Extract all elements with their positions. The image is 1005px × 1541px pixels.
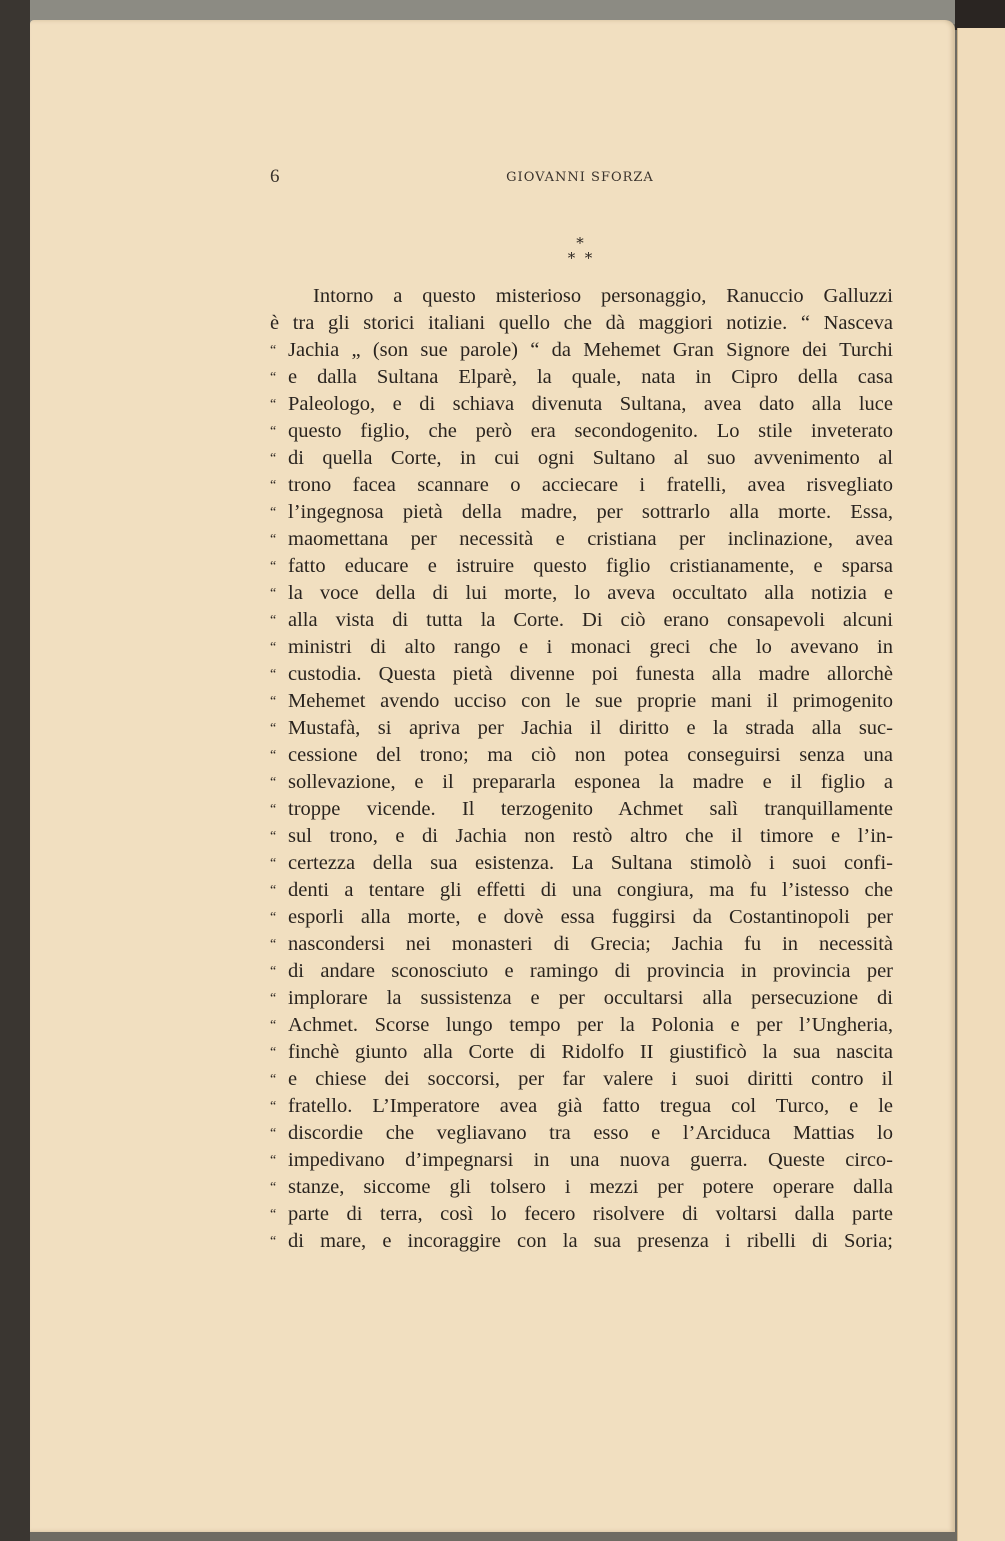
quote-mark: “	[270, 370, 277, 385]
line-text: Achmet. Scorse lungo tempo per la Polonia e per l’Ungheria,	[288, 1014, 893, 1036]
quote-mark: “	[270, 505, 277, 520]
quote-mark: “	[270, 397, 277, 412]
text-line	[270, 1147, 893, 1174]
line-text: nascondersi nei monasteri di Grecia; Jachia fu in necessità	[288, 933, 893, 955]
running-head: GIOVANNI SFORZA	[506, 170, 654, 185]
quote-mark: “	[270, 991, 277, 1006]
quote-mark: “	[270, 1126, 277, 1141]
text-line	[270, 607, 893, 634]
quote-mark: “	[270, 613, 277, 628]
quote-mark: “	[270, 1207, 277, 1222]
asterism-bottom: * *	[567, 249, 593, 267]
quote-mark: “	[270, 1018, 277, 1033]
text-line	[270, 283, 893, 310]
line-text: e dalla Sultana Elparè, la quale, nata in Cipro della casa	[288, 366, 893, 388]
line-text: discordie che vegliavano tra esso e l’Arciduca Mattias lo	[288, 1122, 893, 1144]
quote-mark: “	[270, 343, 277, 358]
body-text	[270, 283, 893, 1255]
text-line	[270, 364, 893, 391]
text-line	[270, 553, 893, 580]
line-text: cessione del trono; ma ciò non potea conseguirsi senza una	[288, 744, 893, 766]
line-text: è tra gli storici italiani quello che dà maggiori notizie. “ Nasceva	[270, 312, 893, 334]
line-text: Jachia „ (son sue parole) “ da Mehemet Gran Signore dei Turchi	[288, 339, 893, 361]
text-line	[270, 931, 893, 958]
line-text: Mehemet avendo ucciso con le sue proprie mani il primogenito	[288, 690, 893, 712]
quote-mark: “	[270, 937, 277, 952]
text-line	[270, 1012, 893, 1039]
text-line	[270, 310, 893, 337]
text-line	[270, 904, 893, 931]
line-text: l’ingegnosa pietà della madre, per sottrarlo alla morte. Essa,	[288, 501, 893, 523]
line-text: sollevazione, e il prepararla esponea la madre e il figlio a	[288, 771, 893, 793]
text-line	[270, 661, 893, 688]
quote-mark: “	[270, 721, 277, 736]
text-line	[270, 715, 893, 742]
text-line	[270, 958, 893, 985]
line-text: fatto educare e istruire questo figlio cristianamente, e sparsa	[288, 555, 893, 577]
text-line	[270, 634, 893, 661]
text-line	[270, 1066, 893, 1093]
quote-mark: “	[270, 424, 277, 439]
quote-mark: “	[270, 667, 277, 682]
quote-mark: “	[270, 640, 277, 655]
line-text: finchè giunto alla Corte di Ridolfo II giustificò la sua nascita	[288, 1041, 893, 1063]
text-line	[270, 580, 893, 607]
quote-mark: “	[270, 964, 277, 979]
line-text: sul trono, e di Jachia non restò altro che il timore e l’in-	[288, 825, 893, 847]
line-text: denti a tentare gli effetti di una congiura, ma fu l’istesso che	[288, 879, 893, 901]
text-line	[270, 1120, 893, 1147]
quote-mark: “	[270, 694, 277, 709]
line-text: stanze, siccome gli tolsero i mezzi per potere operare dalla	[288, 1176, 893, 1198]
scanner-background-left	[0, 0, 30, 1541]
text-line	[270, 850, 893, 877]
quote-mark: “	[270, 1045, 277, 1060]
quote-mark: “	[270, 532, 277, 547]
quote-mark: “	[270, 1234, 277, 1249]
asterism-top: *	[576, 234, 584, 252]
text-line	[270, 877, 893, 904]
quote-mark: “	[270, 829, 277, 844]
text-line	[270, 796, 893, 823]
text-line	[270, 1228, 893, 1255]
line-text: implorare la sussistenza e per occultarsi alla persecuzione di	[288, 987, 893, 1009]
text-line	[270, 445, 893, 472]
line-text: troppe vicende. Il terzogenito Achmet salì tranquillamente	[288, 798, 893, 820]
line-text: Mustafà, si apriva per Jachia il diritto e la strada alla suc-	[288, 717, 893, 739]
quote-mark: “	[270, 478, 277, 493]
text-line	[270, 472, 893, 499]
text-line	[270, 391, 893, 418]
quote-mark: “	[270, 856, 277, 871]
quote-mark: “	[270, 559, 277, 574]
line-text: trono facea scannare o acciecare i fratelli, avea risvegliato	[288, 474, 893, 496]
line-text: ministri di alto rango e i monaci greci che lo avevano in	[288, 636, 893, 658]
line-text: parte di terra, così lo fecero risolvere di voltarsi dalla parte	[288, 1203, 893, 1225]
line-text: impedivano d’impegnarsi in una nuova guerra. Queste circo-	[288, 1149, 893, 1171]
line-text: la voce della di lui morte, lo aveva occultato alla notizia e	[288, 582, 893, 604]
quote-mark: “	[270, 586, 277, 601]
quote-mark: “	[270, 883, 277, 898]
text-line	[270, 742, 893, 769]
scanner-background-right	[955, 0, 1005, 30]
text-line	[270, 985, 893, 1012]
quote-mark: “	[270, 1180, 277, 1195]
text-line	[270, 823, 893, 850]
line-text: fratello. L’Imperatore avea già fatto tregua col Turco, e le	[288, 1095, 893, 1117]
line-text: maomettana per necessità e cristiana per inclinazione, avea	[288, 528, 893, 550]
quote-mark: “	[270, 748, 277, 763]
page-number: 6	[270, 166, 280, 187]
line-text: esporli alla morte, e dovè essa fuggirsi da Costantinopoli per	[288, 906, 893, 928]
quote-mark: “	[270, 1072, 277, 1087]
line-text: questo figlio, che però era secondogenito. Lo stile inveterato	[288, 420, 893, 442]
line-text: Intorno a questo misterioso personaggio, Ranuccio Galluzzi	[313, 285, 893, 307]
text-line	[270, 1039, 893, 1066]
quote-mark: “	[270, 1099, 277, 1114]
quote-mark: “	[270, 775, 277, 790]
line-text: di andare sconosciuto e ramingo di provincia in provincia per	[288, 960, 893, 982]
text-line	[270, 418, 893, 445]
text-line	[270, 1174, 893, 1201]
text-line	[270, 1201, 893, 1228]
text-line	[270, 499, 893, 526]
line-text: di mare, e incoraggire con la sua presenza i ribelli di Soria;	[288, 1230, 893, 1252]
quote-mark: “	[270, 1153, 277, 1168]
quote-mark: “	[270, 802, 277, 817]
line-text: Paleologo, e di schiava divenuta Sultana, avea dato alla luce	[288, 393, 893, 415]
line-text: custodia. Questa pietà divenne poi funesta alla madre allorchè	[288, 663, 893, 685]
line-text: di quella Corte, in cui ogni Sultano al suo avvenimento al	[288, 447, 893, 469]
quote-mark: “	[270, 910, 277, 925]
line-text: certezza della sua esistenza. La Sultana stimolò i suoi confi-	[288, 852, 893, 874]
line-text: e chiese dei soccorsi, per far valere i suoi diritti contro il	[288, 1068, 893, 1090]
line-text: alla vista di tutta la Corte. Di ciò erano consapevoli alcuni	[288, 609, 893, 631]
text-line	[270, 688, 893, 715]
text-line	[270, 769, 893, 796]
adjacent-page-edge	[957, 28, 1005, 1541]
quote-mark: “	[270, 451, 277, 466]
text-line	[270, 526, 893, 553]
text-line	[270, 1093, 893, 1120]
text-line	[270, 337, 893, 364]
